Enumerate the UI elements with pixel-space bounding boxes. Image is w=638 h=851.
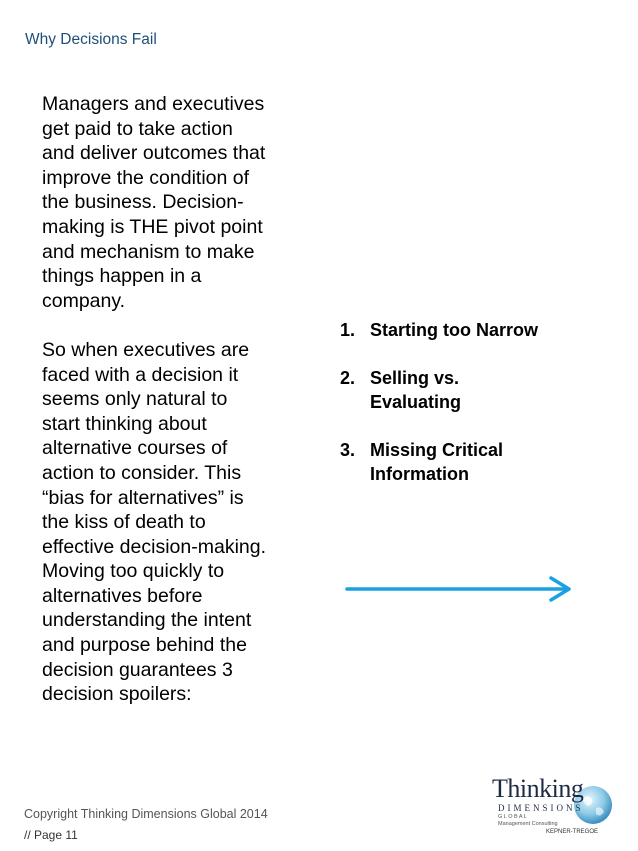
- logo-tagline-2: Management Consulting: [498, 821, 558, 827]
- list-item-number: 3.: [340, 440, 356, 460]
- list-item-text: Missing Critical Information: [370, 440, 504, 484]
- list-item: [340, 366, 610, 414]
- page-title: Why Decisions Fail: [25, 31, 157, 48]
- logo-word: Thinking: [492, 774, 584, 803]
- logo-tagline: G L O B A L: [498, 814, 527, 820]
- list-item-number: 2.: [340, 368, 356, 388]
- page-number: // Page 11: [24, 828, 78, 842]
- list-item-number: 1.: [340, 320, 356, 340]
- thinking-dimensions-logo: [484, 770, 620, 842]
- list-item-text: Selling vs. Evaluating: [370, 368, 462, 412]
- paragraph-bias: So when executives are faced with a decision it seems only natural to start thinking about alternative courses of action to consider. This “bias for alternatives” is the kiss of death to effective decision-making. Moving too quickly to alternatives before understanding the intent and purpose behind the decision guarantees 3 decision spoilers:: [42, 338, 267, 706]
- list-item-text: Starting too Narrow: [370, 320, 539, 340]
- copyright-text: Copyright Thinking Dimensions Global 2014: [24, 807, 268, 821]
- paragraph-intro: Managers and executives get paid to take action and deliver outcomes that improve the condition of the business. Decision- making is THE pivot point and mechanism to make things happen in a company.: [42, 93, 266, 312]
- logo-subtitle: DIMENSIONS: [498, 803, 584, 813]
- logo-partner: KEPNER-TREGOE: [546, 829, 599, 835]
- decision-spoilers-list: [340, 318, 610, 510]
- list-item: [340, 318, 610, 342]
- list-item: [340, 438, 610, 486]
- body-text: [42, 92, 300, 707]
- right-arrow-icon: [345, 574, 577, 604]
